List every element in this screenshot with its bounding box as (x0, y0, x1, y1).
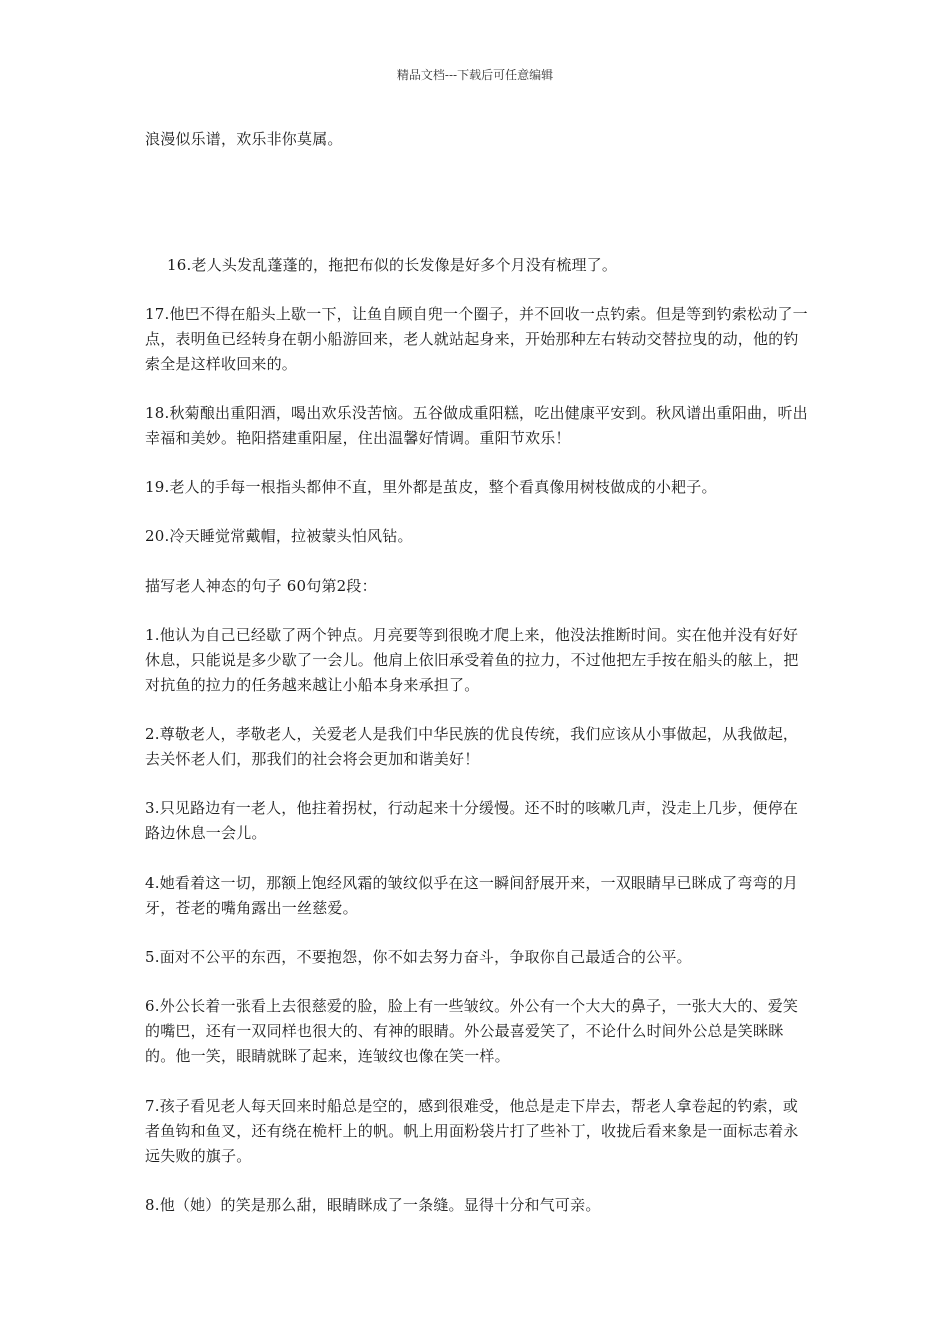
section-heading: 描写老人神态的句子 60句第2段： (145, 577, 377, 595)
paragraph-19: 19.老人的手每一根指头都伸不直，里外都是茧皮，整个看真像用树枝做成的小耙子。 (145, 478, 717, 496)
page-header: 精品文档---下载后可任意编辑 (396, 68, 554, 82)
paragraph-1: 1.他认为自己已经歇了两个钟点。月亮要等到很晚才爬上来，他没法推断时间。实在他并没有好好休息，只能说是多少歇了一会儿。他肩上依旧承受着鱼的拉力，不过他把左手按在船头的舷上，把对抗鱼的拉力的任务越来越让小船本身来承担了。 (145, 626, 799, 694)
paragraph-3: 3.只见路边有一老人，他拄着拐杖，行动起来十分缓慢。还不时的咳嗽几声，没走上几步，便停在路边休息一会儿。 (145, 799, 799, 842)
paragraph-18: 18.秋菊酿出重阳酒，喝出欢乐没苦恼。五谷做成重阳糕，吃出健康平安到。秋风谱出重阳曲，听出幸福和美妙。艳阳搭建重阳屋，住出温馨好情调。重阳节欢乐！ (145, 404, 808, 447)
paragraph-20: 20.冷天睡觉常戴帽，拉被蒙头怕风钻。 (145, 527, 413, 545)
paragraph-5: 5.面对不公平的东西，不要抱怨，你不如去努力奋斗，争取你自己最适合的公平。 (145, 948, 692, 966)
paragraph-intro-line: 浪漫似乐谱，欢乐非你莫属。 (145, 130, 343, 148)
paragraph-2: 2.尊敬老人，孝敬老人，关爱老人是我们中华民族的优良传统，我们应该从小事做起，从我做起，去关怀老人们，那我们的社会将会更加和谐美好！ (145, 725, 799, 768)
paragraph-6: 6.外公长着一张看上去很慈爱的脸，脸上有一些皱纹。外公有一个大大的鼻子，一张大大的、爱笑的嘴巴，还有一双同样也很大的、有神的眼睛。外公最喜爱笑了，不论什么时间外公总是笑眯眯的。他一笑，眼睛就眯了起来，连皱纹也像在笑一样。 (145, 997, 799, 1065)
paragraph-8: 8.他（她）的笑是那么甜，眼睛眯成了一条缝。显得十分和气可亲。 (145, 1196, 601, 1214)
paragraph-7: 7.孩子看见老人每天回来时船总是空的，感到很难受，他总是走下岸去，帮老人拿卷起的钓索，或者鱼钩和鱼叉，还有绕在桅杆上的帆。帆上用面粉袋片打了些补丁，收拢后看来象是一面标志着永远失败的旗子。 (145, 1097, 799, 1165)
paragraph-17: 17.他巴不得在船头上歇一下，让鱼自顾自兜一个圈子，并不回收一点钓索。但是等到钓索松动了一点，表明鱼已经转身在朝小船游回来，老人就站起身来，开始那种左右转动交替拉曳的动，他的钓索全是这样收回来的。 (145, 305, 808, 373)
paragraph-4: 4.她看着这一切，那额上饱经风霜的皱纹似乎在这一瞬间舒展开来，一双眼睛早已眯成了弯弯的月牙，苍老的嘴角露出一丝慈爱。 (145, 874, 799, 917)
paragraph-16: 16.老人头发乱蓬蓬的，拖把布似的长发像是好多个月没有梳理了。 (167, 256, 618, 274)
